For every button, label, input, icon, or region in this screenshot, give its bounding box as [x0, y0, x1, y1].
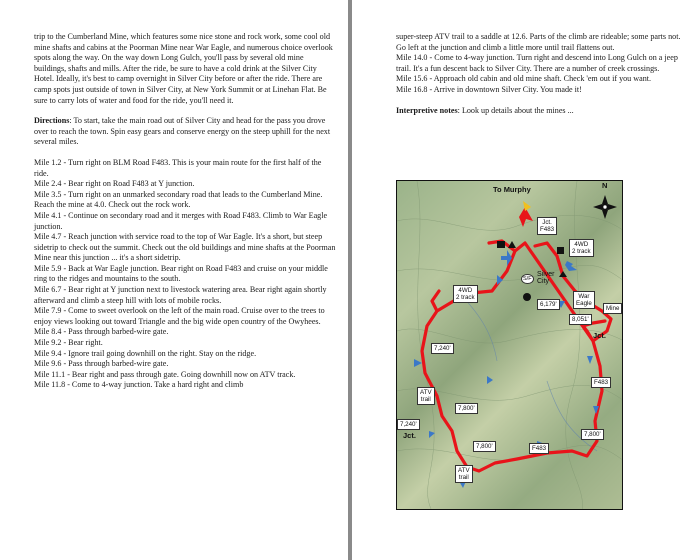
label-elev-7800-b: 7,800' — [473, 441, 496, 452]
label-war-eagle — [573, 291, 595, 309]
label-elev-7240-top: 7,240' — [431, 343, 454, 354]
label-4wd-top-line2: 2 track — [572, 248, 591, 255]
label-atv-trail-mid-line1: ATV — [420, 389, 432, 396]
label-elev-7800-c: 7,800' — [581, 429, 604, 440]
compass-rose — [593, 195, 617, 219]
label-war-eagle-elev: 8,051' — [569, 314, 592, 325]
label-silver-city-line1: Silver — [537, 271, 555, 278]
route-map — [396, 180, 623, 510]
left-page — [0, 0, 348, 560]
mile-entry: Mile 11.1 - Bear right and pass through gate. Going downhill now on ATV track. — [34, 369, 296, 379]
label-4wd-left — [453, 285, 478, 303]
label-4wd-top-line1: 4WD — [574, 241, 589, 248]
mile-entry: Mile 15.6 - Approach old cabin and old mine shaft. Check 'em out if you want. — [396, 74, 652, 84]
directions-text: : To start, take the main road out of Silver City and head for the pass you drove over to reach the town. Spin easy gears and conserve energy on the steep uphill for the next several miles. — [34, 116, 331, 147]
label-jct-f483 — [537, 217, 557, 235]
label-jct-bottom: Jct. — [403, 431, 416, 440]
label-atv-trail-mid-line2: trail — [420, 396, 431, 403]
mile-entry: Mile 2.4 - Bear right on Road F483 at Y junction. — [34, 179, 195, 189]
mile-entries-right — [396, 32, 686, 96]
mile-entry: Mile 9.2 - Bear right. — [34, 338, 103, 348]
label-atv-trail-mid — [417, 387, 435, 405]
notes-label: Interpretive notes — [396, 105, 458, 115]
label-silver-city — [537, 271, 555, 285]
label-silver-city-line2: City — [537, 278, 550, 285]
mile-entry: super-steep ATV trail to a saddle at 12.6. Parts of the climb are rideable; some parts not. Go left at the junction and climb a little more until trail flattens out. — [396, 32, 681, 52]
label-silver-city-elev: 6,179' — [537, 299, 560, 310]
label-start-finish: S/F — [523, 276, 532, 282]
label-4wd-left-line1: 4WD — [458, 287, 473, 294]
label-to-murphy: To Murphy — [493, 185, 531, 194]
label-elev-7800-a: 7,800' — [455, 403, 478, 414]
mile-entry: Mile 6.7 - Bear right at Y junction next to livestock watering area. Bear right again shortly afterward and climb a steep hill with lots of mobile rocks. — [34, 285, 327, 305]
mile-entry: Mile 4.7 - Reach junction with service road to the top of War Eagle. It's a short, but steep sidetrip to check out the summit. Check out the old buildings and mine shafts at the Poorman Mine near this junction ... it's a short sidetrip. — [34, 232, 336, 263]
label-mine: Mine — [603, 303, 622, 314]
intro-paragraph: trip to the Cumberland Mine, which features some nice stone and rock work, some cool old mine shafts and cabins at the Poorman Mine near War Eagle, and numerous choice overlook spots along the way. On the way down Long Gulch, you'll pass by several old mine buildings, shafts and mills. After the ride, be sure to have a cold drink at the Silver City Hotel. Ideally, it's best to camp overnight in Silver City before or after the ride. There are camp spots just outside of town in Silver City, at New York Summit or at Linehan Flat. Be sure to carry lots of water and food for the ride, you'll need it. — [34, 32, 333, 105]
mile-entry: Mile 8.4 - Pass through barbed-wire gate. — [34, 327, 169, 337]
label-atv-trail-bottom-line1: ATV — [458, 467, 470, 474]
directions-paragraph — [34, 116, 336, 148]
notes-text: : Look up details about the mines ... — [457, 105, 574, 115]
label-4wd-top — [569, 239, 594, 257]
label-4wd-left-line2: 2 track — [456, 294, 475, 301]
right-page — [352, 0, 700, 560]
label-f483-east: F483 — [591, 377, 611, 388]
notes-paragraph — [396, 106, 686, 117]
directions-label: Directions — [34, 116, 70, 126]
label-jct-f483-line2: F483 — [540, 226, 555, 233]
label-jct-f483-line1: Jct. — [542, 219, 552, 226]
mile-entries-left — [34, 158, 336, 391]
mile-entry: Mile 9.6 - Pass through barbed-wire gate. — [34, 359, 169, 369]
label-f483-south: F483 — [529, 443, 549, 454]
mile-entry: Mile 5.9 - Back at War Eagle junction. Bear right on Road F483 and cruise on your middle ring to the ridges and mountains to the south. — [34, 263, 328, 284]
label-atv-trail-bottom — [455, 465, 473, 483]
label-jct-east: Jct. — [593, 331, 606, 340]
compass-north: N — [602, 181, 608, 190]
mile-entry: Mile 4.1 - Continue on secondary road and it merges with Road F483. Climb to War Eagle junction. — [34, 210, 328, 231]
mile-entry: Mile 3.5 - Turn right on an unmarked secondary road that leads to the Cumberland Mine. Reach the mine at 4.0. Check out the rock work. — [34, 189, 323, 210]
mile-entry: Mile 14.0 - Come to 4-way junction. Turn right and descend into Long Gulch on a jeep trail. It's a fun descent back to Silver City. There are a number of creek crossings. — [396, 53, 678, 73]
mile-entry: Mile 7.9 - Come to sweet overlook on the left of the main road. Cruise over to the trees to enjoy views looking out toward Triangle and the big wide open country of the Owyhees. — [34, 306, 325, 326]
label-atv-trail-bottom-line2: trail — [458, 474, 469, 481]
label-war-eagle-line1: War — [578, 293, 590, 300]
mile-entry: Mile 16.8 - Arrive in downtown Silver City. You made it! — [396, 84, 582, 94]
label-war-eagle-line2: Eagle — [576, 300, 592, 307]
mile-entry: Mile 1.2 - Turn right on BLM Road F483. This is your main route for the first half of the ride. — [34, 157, 322, 178]
label-elev-7240-bottom: 7,240' — [397, 419, 420, 430]
mile-entry: Mile 9.4 - Ignore trail going downhill on the right. Stay on the ridge. — [34, 348, 257, 358]
mile-entry: Mile 11.8 - Come to 4-way junction. Take a hard right and climb — [34, 380, 244, 390]
